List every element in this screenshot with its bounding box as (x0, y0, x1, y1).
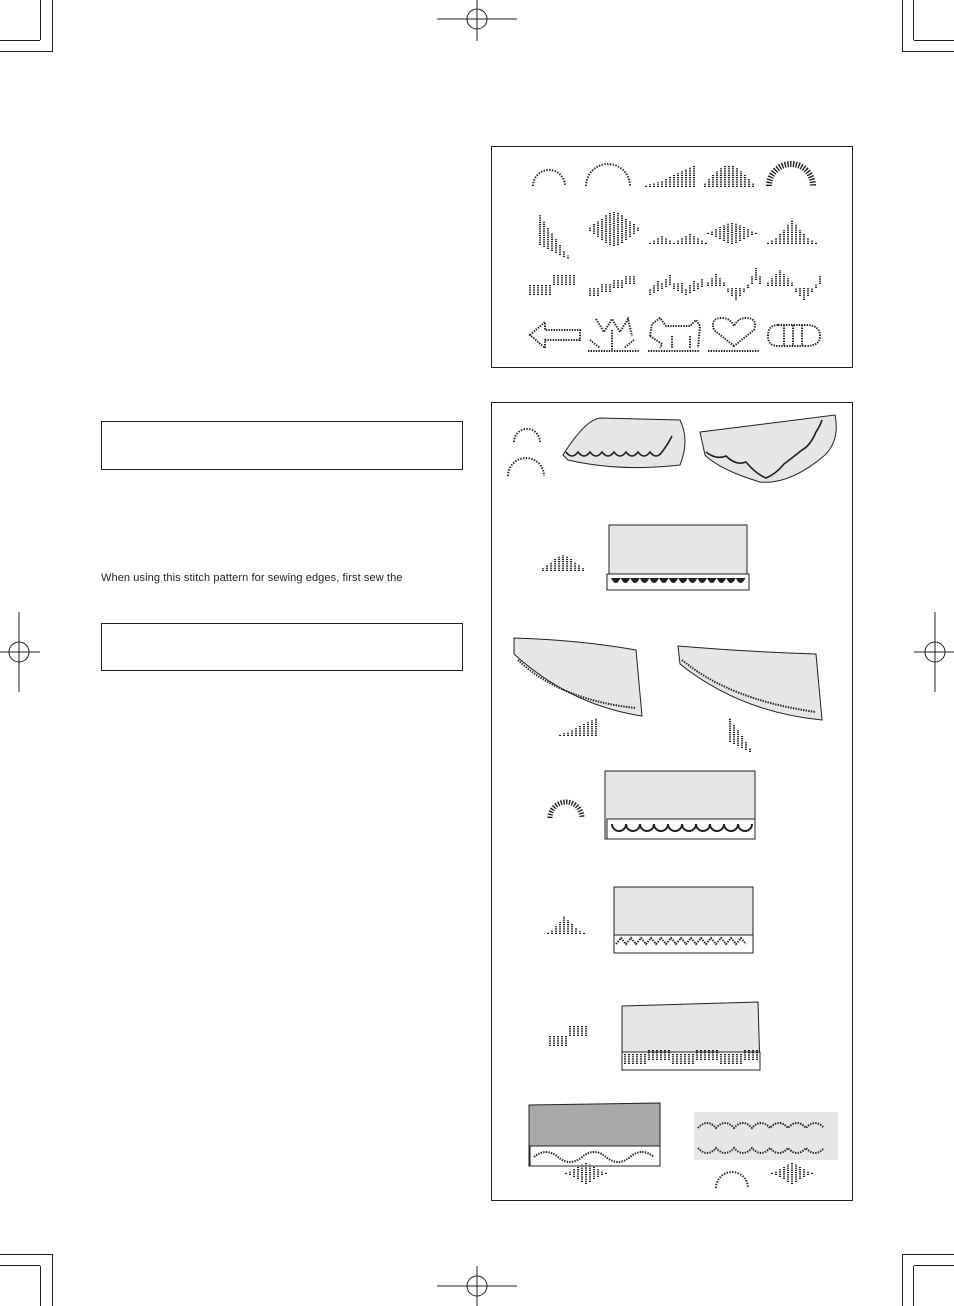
sample-half-arch-glyph (508, 458, 544, 476)
sample-triangle-glyph (730, 718, 750, 752)
diamond-band-samples (529, 1103, 838, 1166)
sample-arch-2-glyph (716, 1172, 748, 1188)
body-text: When using this stitch pattern for sewing edges, first sew the (101, 572, 403, 584)
sample-mound-glyph (543, 555, 583, 571)
sample-step-glyph (550, 1026, 586, 1046)
sample-peak-glyph (548, 916, 584, 934)
sample-diamond-2-glyph (772, 1162, 812, 1184)
step-edge-sample (622, 1002, 760, 1070)
sample-rising-glyph (560, 718, 596, 736)
scallop-curve-samples (563, 415, 836, 482)
sample-half-arch-small-glyph (514, 429, 540, 442)
sample-arch-scallop-glyph (550, 802, 582, 818)
curved-collar-samples (514, 638, 822, 720)
